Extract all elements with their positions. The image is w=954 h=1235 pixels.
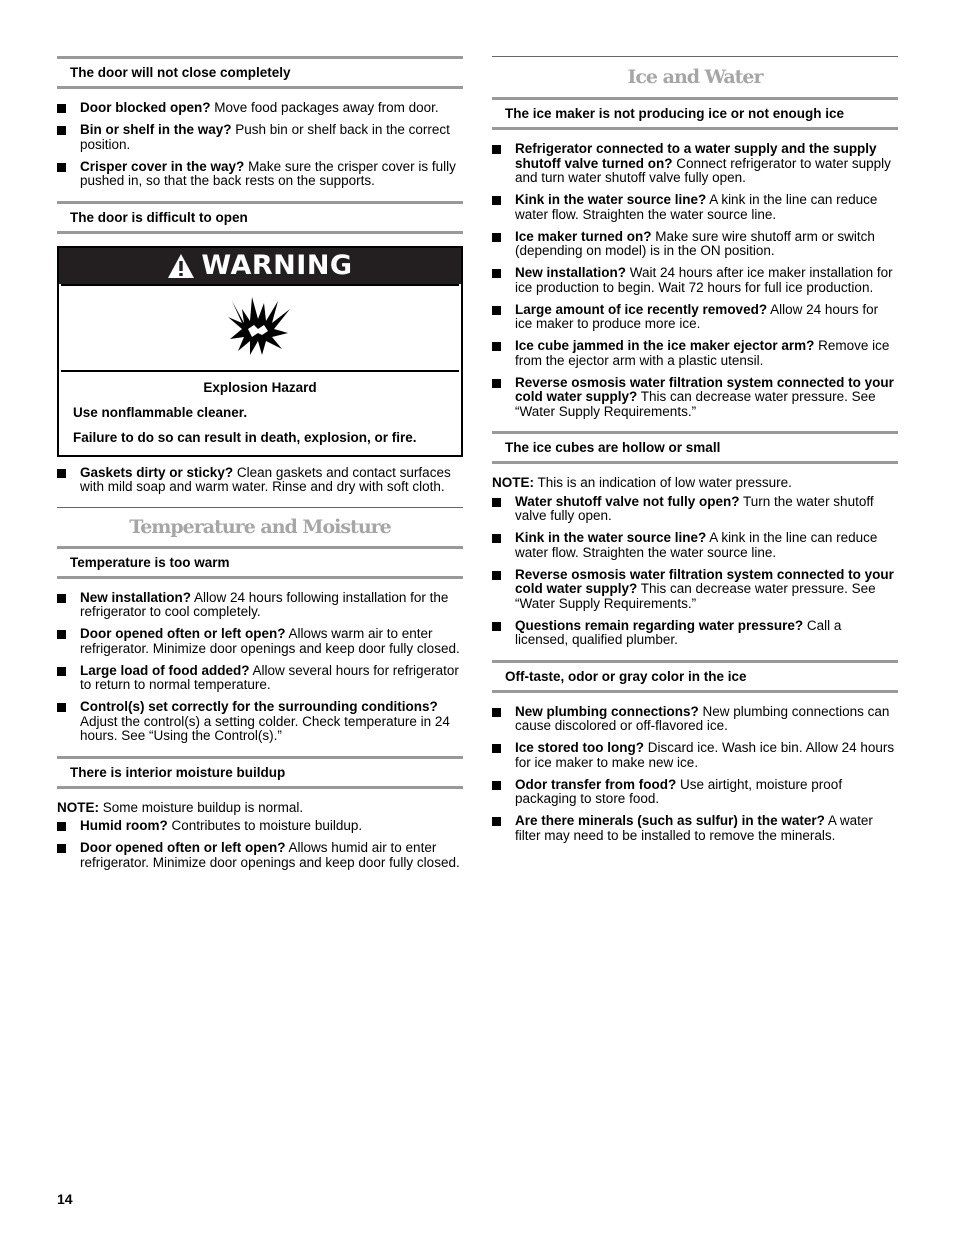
section-title-ice-water: Ice and Water <box>492 56 898 97</box>
item-answer: Wait 24 hours after ice maker installation for ice production to begin. Wait 72 hours for full ice production. <box>515 265 893 295</box>
note <box>492 476 898 491</box>
note-label: NOTE: <box>57 799 99 815</box>
item-question: Control(s) set correctly for the surrounding conditions? <box>80 699 438 714</box>
list-item <box>492 142 898 186</box>
left-column <box>57 56 463 882</box>
item-question: Odor transfer from food? <box>515 776 677 792</box>
page-number: 14 <box>57 1191 73 1207</box>
list-item <box>57 123 463 152</box>
item-answer: Remove ice from the ejector arm with a plastic utensil. <box>515 338 890 368</box>
item-answer: This can decrease water pressure. See “Water Supply Requirements.” <box>515 581 876 611</box>
warning-triangle-icon <box>167 253 195 279</box>
item-question: Kink in the water source line? <box>515 192 707 207</box>
item-question: Refrigerator connected to a water supply and the supply shutoff valve turned on? <box>515 141 877 171</box>
warning-title: WARNING <box>201 250 353 281</box>
bullet-list <box>492 142 898 419</box>
item-question: Are there minerals (such as sulfur) in the water? <box>515 813 825 828</box>
section-heading-moisture: There is interior moisture buildup <box>57 756 463 789</box>
bullet-list <box>57 101 463 189</box>
list-item <box>492 814 898 843</box>
bullet-list <box>492 495 898 648</box>
bullet-list <box>57 819 463 870</box>
list-item <box>492 741 898 770</box>
warning-text <box>59 372 461 455</box>
list-item <box>492 303 898 332</box>
item-answer: Make sure wire shutoff arm or switch (depending on model) is in the ON position. <box>515 228 875 258</box>
note-text: Some moisture buildup is normal. <box>99 799 304 815</box>
bullet-list <box>57 466 463 495</box>
item-answer: This can decrease water pressure. See “Water Supply Requirements.” <box>515 389 876 419</box>
item-answer: Use airtight, moisture proof packaging to store food. <box>515 776 843 806</box>
item-question: Crisper cover in the way? <box>80 158 245 174</box>
list-item <box>492 193 898 222</box>
item-answer: New plumbing connections can cause discolored or off-flavored ice. <box>515 703 890 733</box>
list-item <box>492 495 898 524</box>
list-item <box>57 591 463 620</box>
section-heading-off-taste: Off-taste, odor or gray color in the ice <box>492 660 898 693</box>
list-item <box>492 619 898 648</box>
list-item <box>492 778 898 807</box>
note <box>57 801 463 816</box>
item-question: New installation? <box>515 265 627 280</box>
item-question: Gaskets dirty or sticky? <box>80 464 234 480</box>
item-question: Reverse osmosis water filtration system connected to your cold water supply? <box>515 374 894 404</box>
warning-box <box>57 246 463 457</box>
item-answer: Turn the water shutoff valve fully open. <box>515 493 874 523</box>
item-question: Reverse osmosis water filtration system connected to your cold water supply? <box>515 566 894 596</box>
list-item <box>57 700 463 744</box>
section-heading-door-difficult: The door is difficult to open <box>57 201 463 234</box>
item-question: Kink in the water source line? <box>515 530 707 545</box>
section-heading-door-close: The door will not close completely <box>57 56 463 89</box>
note-text: This is an indication of low water pressure. <box>534 475 792 490</box>
section-heading-not-producing: The ice maker is not producing ice or not enough ice <box>492 97 898 130</box>
hazard-label: Explosion Hazard <box>203 379 317 395</box>
bullet-list <box>492 705 898 844</box>
item-answer: A kink in the line can reduce water flow. Straighten the water source line. <box>515 530 878 560</box>
section-heading-temp-warm: Temperature is too warm <box>57 546 463 579</box>
item-question: Questions remain regarding water pressure? <box>515 617 804 633</box>
item-question: Door blocked open? <box>80 100 211 115</box>
item-question: Humid room? <box>80 818 168 833</box>
item-answer: Allows warm air to enter refrigerator. Minimize door openings and keep door fully closed. <box>80 626 460 656</box>
item-answer: Move food packages away from door. <box>210 100 439 115</box>
item-question: Ice cube jammed in the ice maker ejector arm? <box>515 338 815 353</box>
item-question: Ice stored too long? <box>515 740 645 755</box>
item-question: Large amount of ice recently removed? <box>515 301 768 317</box>
item-answer: Allow 24 hours for ice maker to produce more ice. <box>515 301 879 331</box>
item-answer: Connect refrigerator to water supply and turn water shutoff valve fully open. <box>515 155 891 185</box>
item-answer: Allow 24 hours following installation for the refrigerator to cool completely. <box>80 589 449 619</box>
item-answer: A water filter may need to be installed to remove the minerals. <box>515 813 873 843</box>
list-item <box>492 339 898 368</box>
item-answer: Allows humid air to enter refrigerator. Minimize door openings and keep door fully closed. <box>80 840 460 870</box>
list-item <box>57 627 463 656</box>
item-answer: Allow several hours for refrigerator to return to normal temperature. <box>80 662 459 692</box>
item-answer: Call a licensed, qualified plumber. <box>515 617 842 647</box>
explosion-icon <box>61 284 459 372</box>
item-question: Large load of food added? <box>80 662 250 678</box>
list-item <box>492 705 898 734</box>
section-heading-hollow: The ice cubes are hollow or small <box>492 431 898 464</box>
list-item <box>492 568 898 612</box>
list-item <box>492 230 898 259</box>
warning-line-2: Failure to do so can result in death, explosion, or fire. <box>73 429 417 445</box>
item-answer: Make sure the crisper cover is fully pushed in, so that the back rests on the supports. <box>80 158 456 188</box>
item-answer: Adjust the control(s) a setting colder. Check temperature in 24 hours. See “Using the Control(s).” <box>80 713 450 743</box>
item-question: New installation? <box>80 589 192 605</box>
item-answer: Clean gaskets and contact surfaces with mild soap and warm water. Rinse and dry with soft cloth. <box>80 464 451 494</box>
item-question: Water shutoff valve not fully open? <box>515 493 740 509</box>
list-item <box>57 160 463 189</box>
list-item <box>57 841 463 870</box>
warning-header <box>59 248 461 284</box>
list-item <box>57 664 463 693</box>
list-item <box>492 531 898 560</box>
note-label: NOTE: <box>492 475 534 490</box>
item-question: Bin or shelf in the way? <box>80 122 232 137</box>
item-question: Ice maker turned on? <box>515 228 652 244</box>
item-question: Door opened often or left open? <box>80 626 286 641</box>
item-question: New plumbing connections? <box>515 703 699 719</box>
list-item <box>57 466 463 495</box>
list-item <box>57 101 463 116</box>
section-title-temperature-moisture: Temperature and Moisture <box>57 507 463 546</box>
bullet-list <box>57 591 463 744</box>
list-item <box>492 376 898 420</box>
warning-line-1: Use nonflammable cleaner. <box>73 404 248 420</box>
item-answer: Push bin or shelf back in the correct position. <box>80 122 450 152</box>
item-question: Door opened often or left open? <box>80 840 286 855</box>
item-answer: A kink in the line can reduce water flow. Straighten the water source line. <box>515 192 878 222</box>
item-answer: Contributes to moisture buildup. <box>167 818 363 833</box>
right-column <box>492 56 898 855</box>
list-item <box>57 819 463 834</box>
list-item <box>492 266 898 295</box>
item-answer: Discard ice. Wash ice bin. Allow 24 hours for ice maker to make new ice. <box>515 740 895 770</box>
